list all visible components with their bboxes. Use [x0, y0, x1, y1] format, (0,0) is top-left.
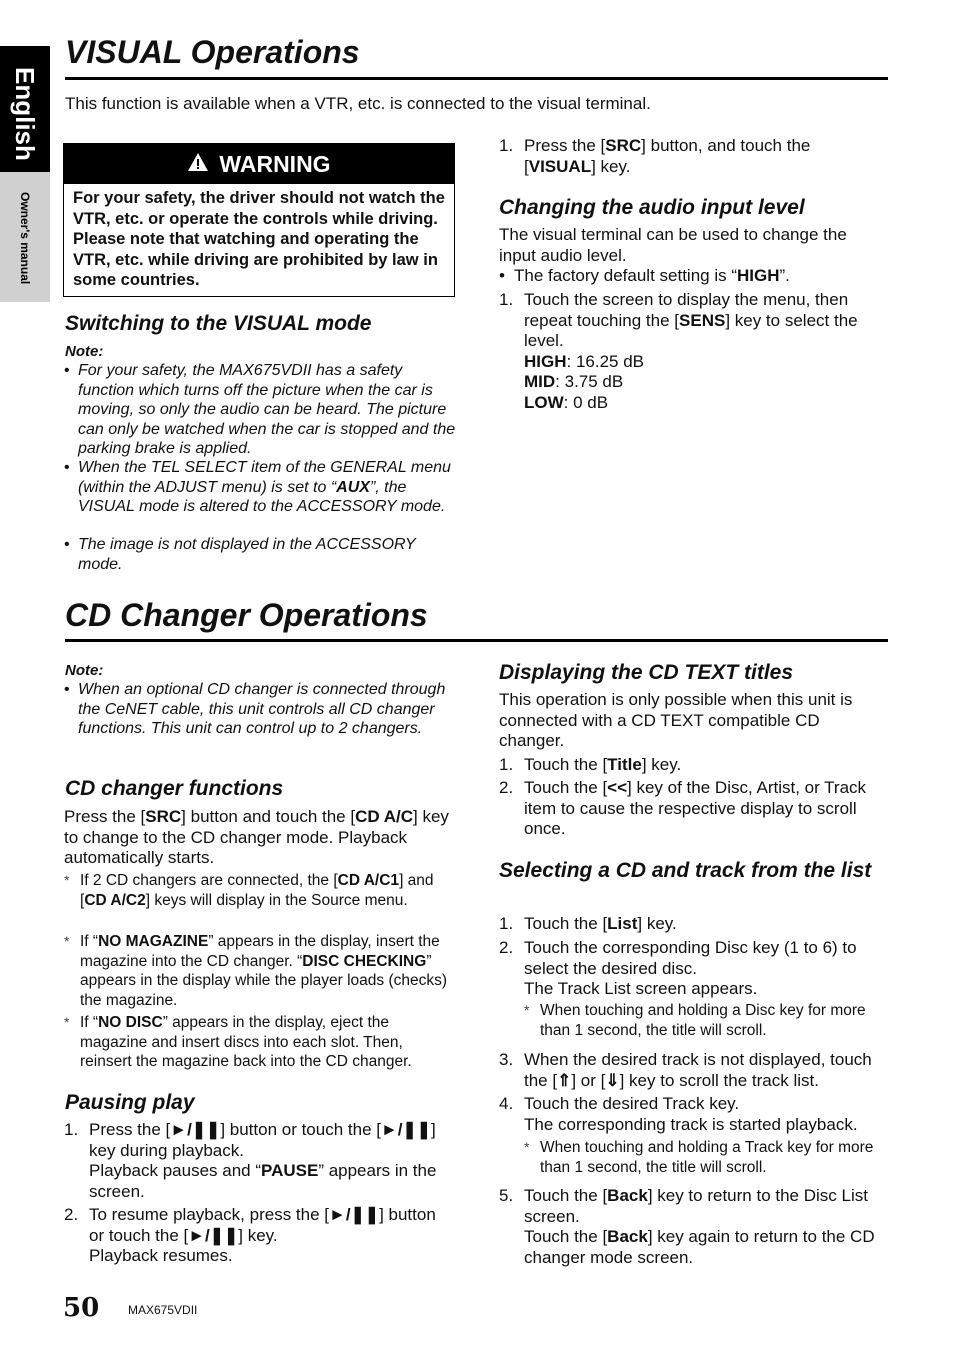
- visual-intro: This function is available when a VTR, etc. is connected to the visual terminal.: [65, 94, 651, 113]
- cd-title: CD Changer Operations: [65, 597, 428, 633]
- step-number: 1.: [499, 290, 514, 309]
- audio-intro: The visual terminal can be used to change the input audio level.: [499, 225, 847, 265]
- warning-icon: [187, 151, 209, 178]
- cd-note-label: Note:: [65, 662, 104, 679]
- switch-heading: Switching to the VISUAL mode: [65, 312, 372, 335]
- select-step-2-note: * When touching and holding a Disc key for more than 1 second, the title will scroll.: [524, 1002, 866, 1039]
- select-step-1: 1. Touch the [List] key.: [499, 914, 677, 933]
- warning-box: [63, 143, 455, 297]
- select-step-5: 5. Touch the [Back] key to return to the Disc List screen. Touch the [Back] key again to return to the CD changer mode screen.: [499, 1186, 875, 1267]
- select-step-3: 3. When the desired track is not displayed, touch the [⇑] or [⇓] key to scroll the track list.: [499, 1050, 872, 1090]
- select-heading: Selecting a CD and track from the list: [499, 859, 872, 882]
- select-step-4-note: * When touching and holding a Track key for more than 1 second, the title will scroll.: [524, 1139, 874, 1176]
- cd-text-step-2: 2. Touch the [<<] key of the Disc, Artist, or Track item to cause the respective display to scroll once.: [499, 778, 867, 838]
- side-tab-language: English: [10, 67, 40, 161]
- cd-functions-note: * If “NO MAGAZINE” appears in the display, insert the magazine into the CD changer. “DISC CHECKING” appears in the display while the player loads (checks) the magazine.: [64, 933, 448, 1009]
- cd-text-intro: This operation is only possible when this unit is connected with a CD TEXT compatible CD changer.: [499, 690, 853, 750]
- warning-label: WARNING: [219, 150, 331, 177]
- audio-step-1: 1. Touch the screen to display the menu, then repeat touching the [SENS] key to select the level. HIGH: 16.25 dB MID: 3.75 dB LOW: 0 dB: [499, 290, 858, 412]
- cd-functions-note: * If 2 CD changers are connected, the [CD A/C1] and [CD A/C2] keys will display in the Source menu.: [64, 872, 434, 909]
- pause-step-1: 1. Press the [►/❚❚] button or touch the [►/❚❚] key during playback. Playback pauses and “PAUSE” appears in the screen.: [64, 1120, 437, 1201]
- side-tab-manual: Owner's manual: [18, 191, 32, 285]
- cd-text-heading: Displaying the CD TEXT titles: [499, 661, 794, 684]
- page-number: 50: [63, 1293, 100, 1323]
- cd-note: • When an optional CD changer is connected through the CeNET cable, this unit controls all CD changer functions. This unit can control up to 2 changers.: [64, 681, 446, 737]
- model-name: MAX675VDII: [128, 1303, 198, 1317]
- note-item: • When the TEL SELECT item of the GENERAL menu (within the ADJUST menu) is set to “AUX”, the VISUAL mode is altered to the ACCESSORY mode.: [64, 459, 451, 515]
- pause-heading: Pausing play: [65, 1091, 195, 1114]
- audio-default: • The factory default setting is “HIGH”.: [499, 266, 790, 285]
- note-item: • The image is not displayed in the ACCESSORY mode.: [64, 536, 416, 573]
- title-rule: [65, 639, 888, 642]
- audio-heading: Changing the audio input level: [499, 196, 805, 219]
- warning-text: For your safety, the driver should not watch the VTR, etc. or operate the controls while driving. Please note that watching and operating the VTR, etc. while driving are prohibited by law in some countries.: [73, 189, 445, 289]
- visual-step-1: 1. Press the [SRC] button, and touch the [VISUAL] key.: [499, 136, 811, 176]
- cd-text-step-1: 1. Touch the [Title] key.: [499, 755, 682, 774]
- select-step-2: 2. Touch the corresponding Disc key (1 to 6) to select the desired disc. The Track List screen appears.: [499, 938, 857, 998]
- visual-title: VISUAL Operations: [65, 34, 360, 70]
- step-number: 1.: [499, 136, 514, 155]
- warning-header: [64, 144, 454, 184]
- title-rule: [65, 77, 888, 80]
- note-item: • For your safety, the MAX675VDII has a safety function which turns off the picture when the car is moving, so only the audio can be heard. The picture can only be watched when the car is stopped and the parking brake is applied.: [64, 362, 456, 457]
- cd-functions-heading: CD changer functions: [65, 777, 284, 800]
- select-step-4: 4. Touch the desired Track key. The corresponding track is started playback.: [499, 1094, 858, 1134]
- cd-functions-text: Press the [SRC] button and touch the [CD A/C] key to change to the CD changer mode. Playback automatically starts.: [64, 807, 449, 867]
- pause-step-2: 2. To resume playback, press the [►/❚❚] button or touch the [►/❚❚] key. Playback resumes.: [64, 1205, 436, 1265]
- switch-note-label: Note:: [65, 343, 104, 360]
- cd-functions-note: * If “NO DISC” appears in the display, eject the magazine and insert discs into each slot. Then, reinsert the magazine back into the CD changer.: [64, 1014, 412, 1070]
